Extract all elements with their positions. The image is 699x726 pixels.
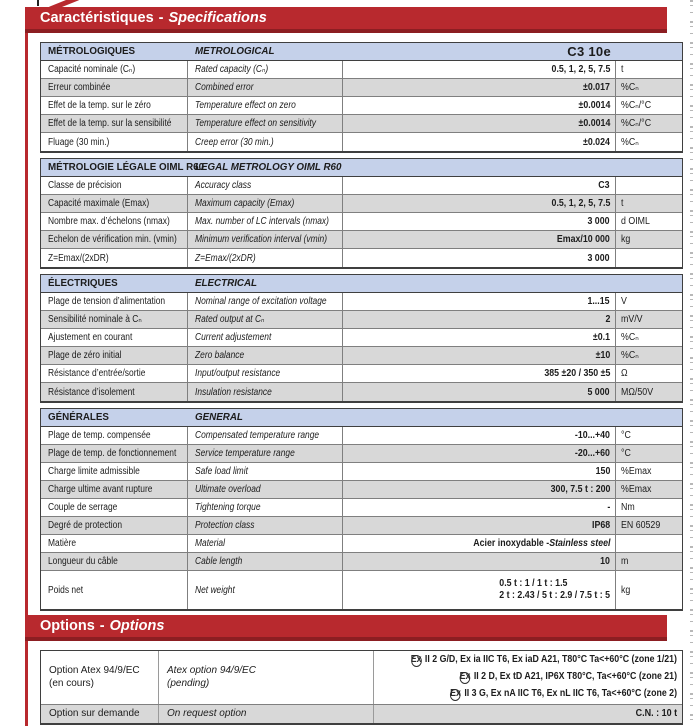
spec-row <box>41 427 682 445</box>
spec-unit: m <box>621 556 629 567</box>
spec-unit: t <box>621 64 624 75</box>
spec-label-fr: Classe de précision <box>41 177 188 194</box>
section-legal-metrology <box>40 158 683 269</box>
spec-unit: %Cₙ/°C <box>621 118 652 129</box>
atex-cert-line: Ex II 3 G, Ex nA IIC T6, Ex nL IIC T6, Ta<+60°C (zone 2) <box>450 688 677 700</box>
spec-label-en: Nominal range of excitation voltage <box>188 293 343 310</box>
spec-value: 300, 7.5 t : 200 <box>343 481 616 498</box>
spec-label-fr: Capacité maximale (Emax) <box>41 195 188 212</box>
banner-separator: - <box>158 10 164 26</box>
option-label-en: On request option <box>159 705 374 723</box>
spec-row <box>41 177 682 195</box>
spec-label-en: Material <box>188 535 343 552</box>
spec-label-en: Temperature effect on sensitivity <box>188 115 343 132</box>
spec-unit: %Cₙ <box>621 332 639 343</box>
spec-row <box>41 213 682 231</box>
option-label-fr: Option Atex 94/9/EC (en cours) <box>41 651 159 704</box>
spec-row <box>41 293 682 311</box>
spec-label-en: Rated output at Cₙ <box>188 311 343 328</box>
option-value: C.N. : 10 t <box>635 707 677 719</box>
spec-label-fr: Degré de protection <box>41 517 188 534</box>
banner-title-en: Specifications <box>168 10 267 26</box>
banner-title-fr: Caractéristiques <box>40 10 154 26</box>
banner-title-fr: Options <box>40 618 95 634</box>
spec-label-en: Cable length <box>188 553 343 570</box>
spec-value: - <box>343 499 616 516</box>
spec-row <box>41 115 682 133</box>
spec-unit: kg <box>621 234 631 245</box>
spec-label-en: Creep error (30 min.) <box>188 133 343 151</box>
spec-unit: V <box>621 296 627 307</box>
spec-value: -20...+60 <box>343 445 616 462</box>
spec-label-fr: Poids net <box>41 571 188 609</box>
spec-label-en: Net weight <box>188 571 343 609</box>
atex-ex-icon: Ex <box>450 688 461 700</box>
spec-unit: °C <box>621 448 631 459</box>
spec-row <box>41 195 682 213</box>
spec-value: 0.5, 1, 2, 5, 7.5 <box>343 195 616 212</box>
spec-label-fr: Charge ultime avant rupture <box>41 481 188 498</box>
spec-row <box>41 365 682 383</box>
options-banner <box>25 615 667 641</box>
spec-unit: Nm <box>621 502 635 513</box>
spec-label-fr: Plage de temp. compensée <box>41 427 188 444</box>
spec-label-en: Tightening torque <box>188 499 343 516</box>
section-general <box>40 408 683 611</box>
spec-value: 1...15 <box>343 293 616 310</box>
spec-value: 3 000 <box>343 249 616 267</box>
spec-unit: °C <box>621 430 631 441</box>
spec-label-fr: Effet de la temp. sur le zéro <box>41 97 188 114</box>
spec-label-en: Service temperature range <box>188 445 343 462</box>
spec-value: 5 000 <box>343 383 616 401</box>
spec-label-en: Temperature effect on zero <box>188 97 343 114</box>
spec-value: -10...+40 <box>343 427 616 444</box>
section-header-row <box>41 275 682 293</box>
spec-unit: %Cₙ <box>621 82 639 93</box>
spec-label-fr: Erreur combinée <box>41 79 188 96</box>
spec-label-en: Input/output resistance <box>188 365 343 382</box>
spec-label-en: Z=Emax/(2xDR) <box>188 249 343 267</box>
spec-label-fr: Résistance d’isolement <box>41 383 188 401</box>
spec-value: 385 ±20 / 350 ±5 <box>343 365 616 382</box>
spec-label-fr: Résistance d’entrée/sortie <box>41 365 188 382</box>
spec-row <box>41 79 682 97</box>
spec-value: Acier inoxydable -Stainless steel <box>343 535 616 552</box>
spec-label-fr: Plage de tension d’alimentation <box>41 293 188 310</box>
option-atex-certifications <box>374 651 682 704</box>
atex-ex-icon: Ex <box>410 654 422 666</box>
spec-row <box>41 499 682 517</box>
atex-ex-icon: Ex <box>459 671 471 683</box>
spec-unit: %Emax <box>621 466 652 477</box>
spec-value: 150 <box>343 463 616 480</box>
spec-label-en: Max. number of LC intervals (nmax) <box>188 213 343 230</box>
spec-label-en: Maximum capacity (Emax) <box>188 195 343 212</box>
section-title-en: METROLOGICAL <box>195 46 275 57</box>
spec-label-fr: Nombre max. d’échelons (nmax) <box>41 213 188 230</box>
spec-unit <box>616 535 682 552</box>
spec-value: 3 000 <box>343 213 616 230</box>
spec-label-fr: Z=Emax/(2xDR) <box>41 249 188 267</box>
spec-label-en: Minimum verification interval (vmin) <box>188 231 343 248</box>
spec-row <box>41 133 682 151</box>
section-title-en: GENERAL <box>195 412 243 423</box>
page-edge-fine-print <box>690 0 693 726</box>
spec-unit: mV/V <box>621 314 643 325</box>
atex-cert-line: Ex II 2 G/D, Ex ia IIC T6, Ex iaD A21, T80°C Ta<+60°C (zone 1/21) <box>410 654 677 666</box>
spec-value: 10 <box>343 553 616 570</box>
spec-value: 2 <box>343 311 616 328</box>
atex-cert-line: Ex II 2 D, Ex tD A21, IP6X T80°C, Ta<+60°C (zone 21) <box>459 671 677 683</box>
spec-row <box>41 97 682 115</box>
spec-row-net-weight <box>41 571 682 609</box>
spec-row <box>41 383 682 401</box>
spec-row <box>41 481 682 499</box>
spec-label-fr: Couple de serrage <box>41 499 188 516</box>
section-metrological <box>40 42 683 153</box>
spec-row <box>41 347 682 365</box>
spec-label-fr: Échelon de vérification min. (vmin) <box>41 231 188 248</box>
spec-row <box>41 61 682 79</box>
spec-row <box>41 553 682 571</box>
spec-unit: kg <box>621 584 631 596</box>
section-header-row <box>41 43 682 61</box>
spec-label-fr: Capacité nominale (Cₙ) <box>41 61 188 78</box>
section-title-fr: MÉTROLOGIQUES <box>48 46 136 57</box>
spec-value: ±0.1 <box>343 329 616 346</box>
spec-value: ±0.017 <box>343 79 616 96</box>
spec-unit: Ω <box>621 368 628 379</box>
section-header-row <box>41 409 682 427</box>
section-title-fr: MÉTROLOGIE LÉGALE OIML R60 <box>48 162 205 173</box>
spec-label-en: Insulation resistance <box>188 383 343 401</box>
spec-row <box>41 463 682 481</box>
product-model: C3 10e <box>567 44 611 59</box>
spec-row <box>41 329 682 347</box>
spec-label-en: Ultimate overload <box>188 481 343 498</box>
spec-unit: EN 60529 <box>621 520 661 531</box>
spec-unit <box>616 177 682 194</box>
spec-label-fr: Effet de la temp. sur la sensibilité <box>41 115 188 132</box>
spec-value: IP68 <box>343 517 616 534</box>
spec-unit: %Cₙ/°C <box>621 100 652 111</box>
spec-unit: t <box>621 198 624 209</box>
option-row-on-request <box>41 705 682 723</box>
option-label-fr: Option sur demande <box>41 705 159 723</box>
banner-title-en: Options <box>109 618 165 634</box>
spec-label-en: Zero balance <box>188 347 343 364</box>
spec-row <box>41 249 682 267</box>
option-label-en: Atex option 94/9/EC (pending) <box>159 651 374 704</box>
spec-row <box>41 517 682 535</box>
section-title-fr: GÉNÉRALES <box>48 412 109 423</box>
section-title-en: LEGAL METROLOGY OIML R60 <box>195 162 342 173</box>
spec-label-en: Current adjustement <box>188 329 343 346</box>
spec-value: ±10 <box>343 347 616 364</box>
spec-unit: MΩ/50V <box>621 386 654 398</box>
spec-label-en: Rated capacity (Cₙ) <box>188 61 343 78</box>
section-title-en: ELECTRICAL <box>195 278 258 289</box>
spec-value: Emax/10 000 <box>343 231 616 248</box>
section-header-row <box>41 159 682 177</box>
spec-label-fr: Matière <box>41 535 188 552</box>
spec-row <box>41 231 682 249</box>
top-tick-mark <box>37 0 39 6</box>
spec-label-fr: Sensibilité nominale à Cₙ <box>41 311 188 328</box>
spec-label-fr: Fluage (30 min.) <box>41 133 188 151</box>
spec-value: ±0.0014 <box>343 97 616 114</box>
spec-value: C3 <box>343 177 616 194</box>
spec-unit: %Emax <box>621 484 652 495</box>
banner-separator: - <box>99 618 105 634</box>
spec-row <box>41 311 682 329</box>
spec-unit: d OIML <box>621 216 650 227</box>
specifications-banner <box>25 7 667 33</box>
spec-label-fr: Ajustement en courant <box>41 329 188 346</box>
spec-label-en: Protection class <box>188 517 343 534</box>
spec-unit: %Cₙ <box>621 136 639 148</box>
spec-label-en: Accuracy class <box>188 177 343 194</box>
spec-unit: %Cₙ <box>621 350 639 361</box>
section-title-fr: ÉLECTRIQUES <box>48 278 118 289</box>
spec-label-fr: Longueur du câble <box>41 553 188 570</box>
option-row-atex <box>41 651 682 705</box>
spec-label-en: Compensated temperature range <box>188 427 343 444</box>
spec-value: 0.5 t : 1 / 1 t : 1.5 2 t : 2.43 / 5 t : 2.9 / 7.5 t : 5 <box>343 571 616 609</box>
spec-label-en: Safe load limit <box>188 463 343 480</box>
spec-row <box>41 445 682 463</box>
spec-row-material <box>41 535 682 553</box>
spec-value: 0.5, 1, 2, 5, 7.5 <box>343 61 616 78</box>
spec-label-en: Combined error <box>188 79 343 96</box>
spec-label-fr: Plage de temp. de fonctionnement <box>41 445 188 462</box>
spec-label-fr: Charge limite admissible <box>41 463 188 480</box>
spec-value: ±0.0014 <box>343 115 616 132</box>
spec-label-fr: Plage de zéro initial <box>41 347 188 364</box>
section-electrical <box>40 274 683 403</box>
options-table <box>40 650 683 725</box>
spec-unit <box>616 249 682 267</box>
spec-value: ±0.024 <box>343 133 616 151</box>
